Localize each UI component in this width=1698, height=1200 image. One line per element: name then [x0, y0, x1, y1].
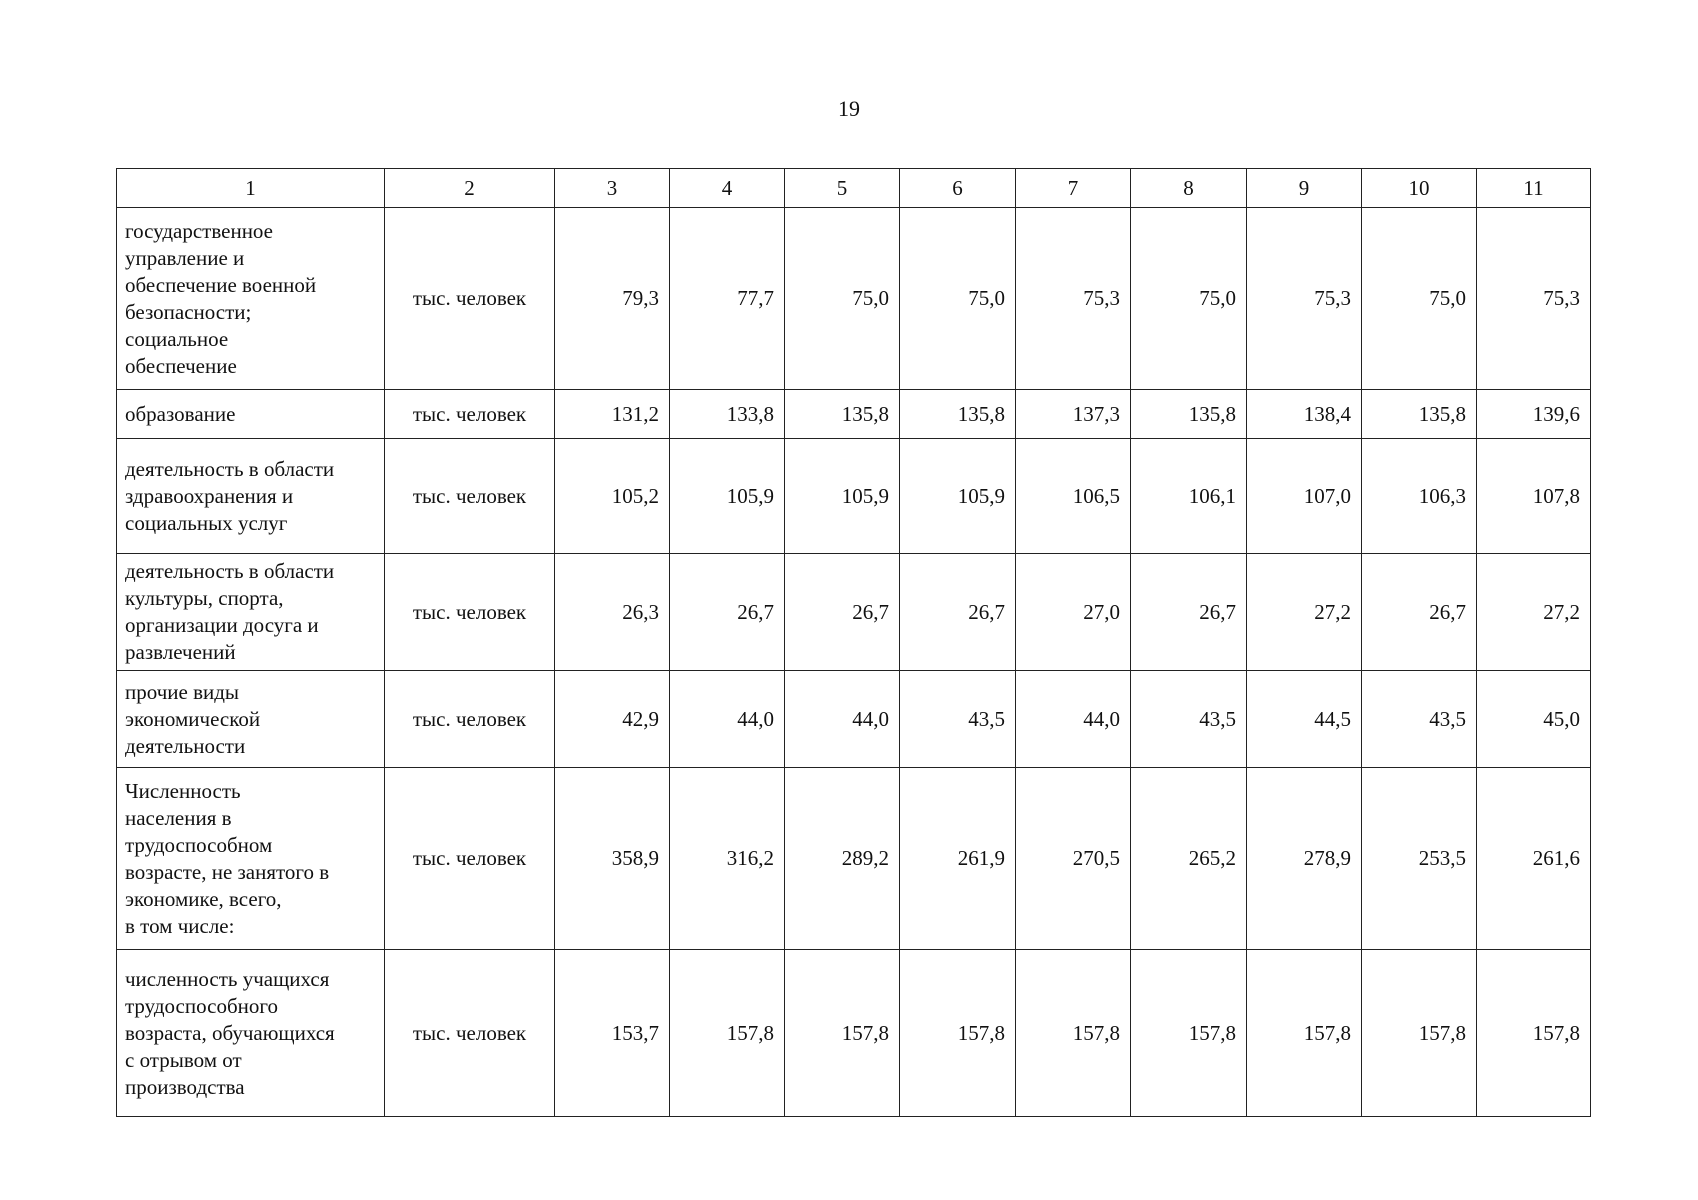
value-cell: 106,1: [1131, 439, 1247, 554]
value-cell: 131,2: [555, 390, 670, 439]
unit-cell: тыс. человек: [385, 439, 555, 554]
value-cell: 135,8: [1362, 390, 1477, 439]
value-cell: 138,4: [1247, 390, 1362, 439]
value-cell: 265,2: [1131, 768, 1247, 950]
header-cell: 7: [1016, 169, 1131, 208]
unit-cell: тыс. человек: [385, 950, 555, 1117]
value-cell: 153,7: [555, 950, 670, 1117]
row-name-line: обеспечение военной: [125, 272, 317, 297]
value-cell: 106,3: [1362, 439, 1477, 554]
row-name-line: возрасте, не занятого в: [125, 859, 330, 884]
value-cell: 75,3: [1247, 208, 1362, 390]
value-cell: 107,8: [1477, 439, 1591, 554]
value-cell: 157,8: [900, 950, 1016, 1117]
row-name-line: трудоспособного: [125, 993, 278, 1018]
page-number: 19: [838, 96, 860, 121]
table-row: [117, 439, 1591, 554]
row-name-line: организации досуга и: [125, 613, 319, 637]
value-cell: 253,5: [1362, 768, 1477, 950]
header-row: [117, 169, 1591, 208]
row-name-line: управление и: [125, 245, 245, 270]
value-cell: 75,0: [1131, 208, 1247, 390]
value-cell: 43,5: [1362, 671, 1477, 768]
value-cell: 157,8: [1477, 950, 1591, 1117]
value-cell: 135,8: [1131, 390, 1247, 439]
value-cell: 157,8: [1362, 950, 1477, 1117]
row-name-line: образование: [125, 401, 236, 426]
value-cell: 75,0: [900, 208, 1016, 390]
value-cell: 261,9: [900, 768, 1016, 950]
value-cell: 157,8: [1131, 950, 1247, 1117]
row-name-line: деятельность в области: [125, 456, 335, 481]
row-name-line: возраста, обучающихся: [125, 1020, 335, 1045]
value-cell: 135,8: [900, 390, 1016, 439]
value-cell: 27,2: [1477, 554, 1591, 671]
value-cell: 75,3: [1016, 208, 1131, 390]
header-cell: 10: [1362, 169, 1477, 208]
value-cell: 157,8: [1247, 950, 1362, 1117]
value-cell: 75,0: [1362, 208, 1477, 390]
value-cell: 42,9: [555, 671, 670, 768]
value-cell: 270,5: [1016, 768, 1131, 950]
table-row: [117, 768, 1591, 950]
header-cell: 6: [900, 169, 1016, 208]
header-cell: 2: [385, 169, 555, 208]
value-cell: 105,9: [900, 439, 1016, 554]
header-cell: 11: [1477, 169, 1591, 208]
value-cell: 157,8: [670, 950, 785, 1117]
value-cell: 316,2: [670, 768, 785, 950]
value-cell: 44,0: [670, 671, 785, 768]
unit-cell: тыс. человек: [385, 390, 555, 439]
row-name-line: прочие виды: [125, 679, 240, 704]
header-cell: 8: [1131, 169, 1247, 208]
value-cell: 133,8: [670, 390, 785, 439]
row-name-line: производства: [125, 1074, 245, 1099]
table-row: [117, 950, 1591, 1117]
value-cell: 75,3: [1477, 208, 1591, 390]
row-name-line: трудоспособном: [125, 832, 273, 857]
value-cell: 27,2: [1247, 554, 1362, 671]
header-cell: 5: [785, 169, 900, 208]
unit-cell: тыс. человек: [385, 554, 555, 671]
value-cell: 75,0: [785, 208, 900, 390]
value-cell: 106,5: [1016, 439, 1131, 554]
row-name-line: населения в: [125, 805, 232, 830]
value-cell: 139,6: [1477, 390, 1591, 439]
row-name-line: деятельность в области: [125, 559, 335, 583]
header-cell: 4: [670, 169, 785, 208]
row-name-line: экономике, всего,: [125, 886, 282, 911]
value-cell: 45,0: [1477, 671, 1591, 768]
value-cell: 157,8: [1016, 950, 1131, 1117]
table-body: [117, 208, 1591, 1117]
row-name-cell: [117, 671, 385, 768]
value-cell: 358,9: [555, 768, 670, 950]
row-name-line: социальных услуг: [125, 510, 288, 535]
value-cell: 26,7: [785, 554, 900, 671]
row-name-line: экономической: [125, 706, 261, 731]
row-name-line: безопасности;: [125, 299, 252, 324]
value-cell: 278,9: [1247, 768, 1362, 950]
row-name-line: Численность: [125, 778, 241, 803]
row-name-line: развлечений: [125, 640, 236, 664]
value-cell: 137,3: [1016, 390, 1131, 439]
value-cell: 44,0: [1016, 671, 1131, 768]
row-name-cell: [117, 554, 385, 671]
header-cell: 1: [117, 169, 385, 208]
value-cell: 27,0: [1016, 554, 1131, 671]
value-cell: 26,7: [1131, 554, 1247, 671]
value-cell: 26,7: [670, 554, 785, 671]
value-cell: 135,8: [785, 390, 900, 439]
value-cell: 77,7: [670, 208, 785, 390]
row-name-line: деятельности: [125, 733, 246, 758]
row-name-cell: [117, 950, 385, 1117]
value-cell: 43,5: [1131, 671, 1247, 768]
data-table: [116, 168, 1591, 1117]
row-name-line: обеспечение: [125, 353, 237, 378]
header-cell: 3: [555, 169, 670, 208]
table-row: [117, 390, 1591, 439]
value-cell: 44,0: [785, 671, 900, 768]
table-row: [117, 208, 1591, 390]
value-cell: 261,6: [1477, 768, 1591, 950]
value-cell: 44,5: [1247, 671, 1362, 768]
row-name-line: государственное: [125, 218, 274, 243]
value-cell: 107,0: [1247, 439, 1362, 554]
unit-cell: тыс. человек: [385, 208, 555, 390]
row-name-line: культуры, спорта,: [125, 586, 284, 610]
unit-cell: тыс. человек: [385, 768, 555, 950]
row-name-cell: [117, 439, 385, 554]
value-cell: 105,2: [555, 439, 670, 554]
value-cell: 26,3: [555, 554, 670, 671]
row-name-line: численность учащихся: [125, 966, 330, 991]
table-row: [117, 671, 1591, 768]
value-cell: 26,7: [900, 554, 1016, 671]
row-name-cell: [117, 208, 385, 390]
unit-cell: тыс. человек: [385, 671, 555, 768]
header-cell: 9: [1247, 169, 1362, 208]
value-cell: 79,3: [555, 208, 670, 390]
value-cell: 289,2: [785, 768, 900, 950]
value-cell: 105,9: [670, 439, 785, 554]
value-cell: 105,9: [785, 439, 900, 554]
value-cell: 43,5: [900, 671, 1016, 768]
row-name-cell: [117, 768, 385, 950]
row-name-line: с отрывом от: [125, 1047, 242, 1072]
row-name-line: социальное: [125, 326, 229, 351]
value-cell: 157,8: [785, 950, 900, 1117]
table-row: [117, 554, 1591, 671]
row-name-line: здравоохранения и: [125, 483, 294, 508]
row-name-line: в том числе:: [125, 913, 235, 938]
value-cell: 26,7: [1362, 554, 1477, 671]
row-name-cell: [117, 390, 385, 439]
